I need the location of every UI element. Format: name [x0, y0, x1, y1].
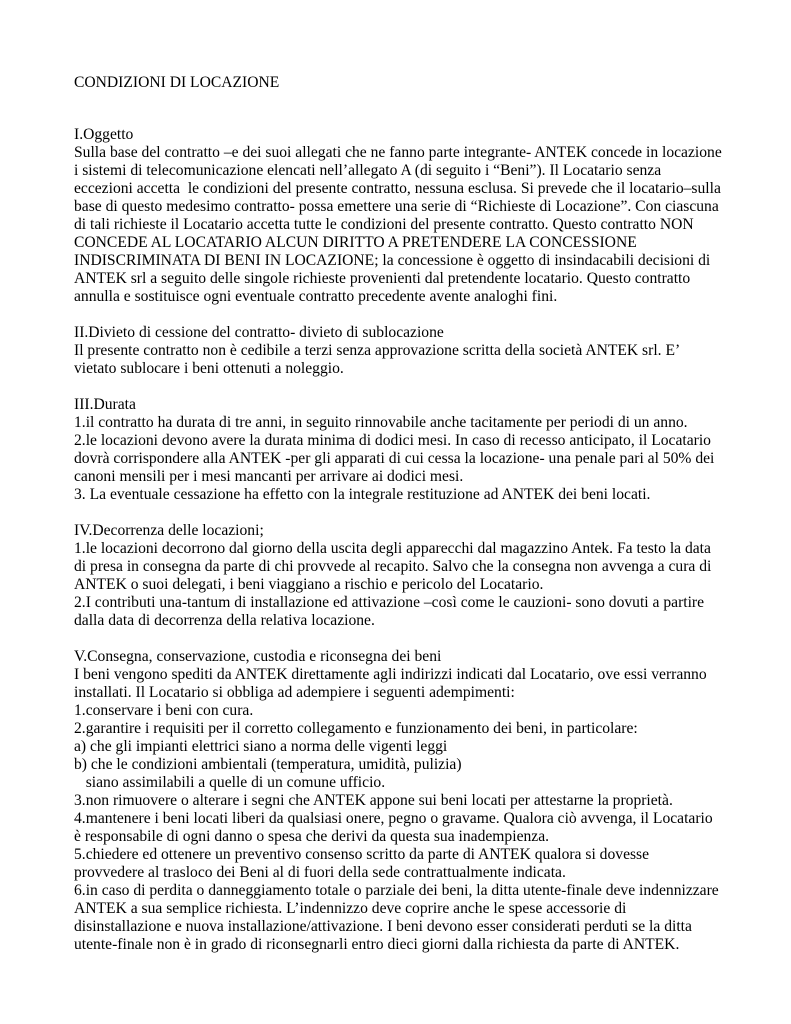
paragraph-line: ANTEK o suoi delegati, i beni viaggiano a rischio e pericolo del Locatario.: [74, 576, 544, 593]
paragraph-line: i sistemi di telecomunicazione elencati nell’allegato A (di seguito i “Beni”). Il Locatario senza: [74, 162, 662, 179]
paragraph-line: 3.non rimuovere o alterare i segni che ANTEK appone sui beni locati per attestarne la proprietà.: [74, 792, 673, 809]
paragraph-line: installati. Il Locatario si obbliga ad adempiere i seguenti adempimenti:: [74, 684, 515, 701]
paragraph-line: annulla e sostituisce ogni eventuale contratto precedente avente analoghi fini.: [74, 288, 558, 305]
paragraph-line: a) che gli impianti elettrici siano a norma delle vigenti leggi: [74, 738, 448, 755]
paragraph-line: siano assimilabili a quelle di un comune ufficio.: [74, 774, 386, 791]
paragraph-line: CONCEDE AL LOCATARIO ALCUN DIRITTO A PRETENDERE LA CONCESSIONE: [74, 234, 637, 251]
document-page: [74, 74, 722, 972]
section-heading: III.Durata: [74, 396, 136, 413]
paragraph-line: disinstallazione e nuova installazione/attivazione. I beni devono esser considerati perduti se la ditta: [74, 918, 692, 935]
paragraph-line: di presa in consegna da parte di chi provvede al recapito. Salvo che la consegna non avvenga a cura di: [74, 558, 712, 575]
paragraph-line: 2.I contributi una-tantum di installazione ed attivazione –così come le cauzioni- sono dovuti a partire: [74, 594, 705, 611]
paragraph-line: è responsabile di ogni danno o spesa che derivi da questa sua inadempienza.: [74, 828, 550, 845]
section-5: [74, 648, 722, 954]
paragraph-line: 3. La eventuale cessazione ha effetto con la integrale restituzione ad ANTEK dei beni locati.: [74, 486, 651, 503]
section-heading: IV.Decorrenza delle locazioni;: [74, 522, 264, 539]
paragraph-line: Il presente contratto non è cedibile a terzi senza approvazione scritta della società ANTEK srl. E’: [74, 342, 681, 359]
paragraph-line: 5.chiedere ed ottenere un preventivo consenso scritto da parte di ANTEK qualora si dovesse: [74, 846, 650, 863]
paragraph-line: vietato sublocare i beni ottenuti a noleggio.: [74, 360, 344, 377]
paragraph-line: provvedere al trasloco dei Beni al di fuori della sede contrattualmente indicata.: [74, 864, 566, 881]
section-heading: I.Oggetto: [74, 126, 134, 143]
paragraph-line: 1.il contratto ha durata di tre anni, in seguito rinnovabile anche tacitamente per periodi di un anno.: [74, 414, 688, 431]
paragraph-line: 2.le locazioni devono avere la durata minima di dodici mesi. In caso di recesso anticipato, il Locatario: [74, 432, 711, 449]
section-2: [74, 324, 722, 378]
paragraph-line: base di questo medesimo contratto- possa emettere una serie di “Richieste di Locazione”. Con ciascuna: [74, 198, 719, 215]
paragraph-line: utente-finale non è in grado di riconsegnarli entro dieci giorni dalla richiesta da parte di ANTEK.: [74, 936, 680, 953]
paragraph-line: 4.mantenere i beni locati liberi da qualsiasi onere, pegno o gravame. Qualora ciò avvenga, il Locatario: [74, 810, 713, 827]
section-heading: II.Divieto di cessione del contratto- divieto di sublocazione: [74, 324, 444, 341]
paragraph-line: I beni vengono spediti da ANTEK direttamente agli indirizzi indicati dal Locatario, ove essi verranno: [74, 666, 707, 683]
section-3: [74, 396, 722, 504]
section-4: [74, 522, 722, 630]
paragraph-line: dalla data di decorrenza della relativa locazione.: [74, 612, 375, 629]
paragraph-line: Sulla base del contratto –e dei suoi allegati che ne fanno parte integrante- ANTEK concede in locazione: [74, 144, 722, 161]
paragraph-line: 1.conservare i beni con cura.: [74, 702, 254, 719]
paragraph-line: 1.le locazioni decorrono dal giorno della uscita degli apparecchi dal magazzino Antek. Fa testo la data: [74, 540, 711, 557]
paragraph-line: b) che le condizioni ambientali (temperatura, umidità, pulizia): [74, 756, 462, 773]
document-body: [74, 126, 722, 954]
section-heading: V.Consegna, conservazione, custodia e riconsegna dei beni: [74, 648, 442, 665]
paragraph-line: ANTEK a sua semplice richiesta. L’indennizzo deve coprire anche le spese accessorie di: [74, 900, 627, 917]
paragraph-line: INDISCRIMINATA DI BENI IN LOCAZIONE; la concessione è oggetto di insindacabili decisioni di: [74, 252, 711, 269]
paragraph-line: di tali richieste il Locatario accetta tutte le condizioni del presente contratto. Questo contratto NON: [74, 216, 694, 233]
paragraph-line: eccezioni accetta le condizioni del presente contratto, nessuna esclusa. Si prevede che il locatario–sulla: [74, 180, 721, 197]
paragraph-line: 6.in caso di perdita o danneggiamento totale o parziale dei beni, la ditta utente-finale deve indennizzare: [74, 882, 719, 899]
section-1: [74, 126, 722, 306]
paragraph-line: canoni mensili per i mesi mancanti per arrivare ai dodici mesi.: [74, 468, 464, 485]
paragraph-line: dovrà corrispondere alla ANTEK -per gli apparati di cui cessa la locazione- una penale pari al 50% dei: [74, 450, 715, 467]
paragraph-line: 2.garantire i requisiti per il corretto collegamento e funzionamento dei beni, in particolare:: [74, 720, 638, 737]
document-title: CONDIZIONI DI LOCAZIONE: [74, 74, 280, 91]
paragraph-line: ANTEK srl a seguito delle singole richieste provenienti dal pretendente locatario. Questo contratto: [74, 270, 691, 287]
